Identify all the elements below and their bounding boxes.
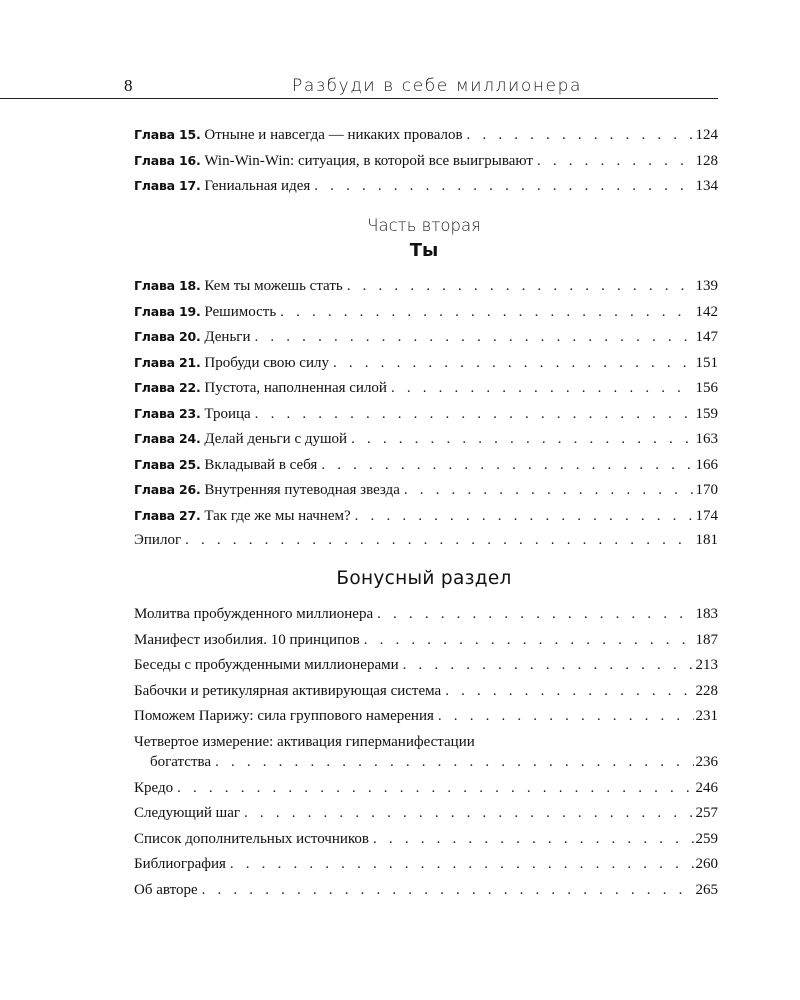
leader-dots <box>333 351 694 377</box>
page-ref: 128 <box>695 152 718 169</box>
toc-entry <box>134 827 718 853</box>
leader-dots <box>230 852 694 878</box>
toc-entry <box>134 628 718 654</box>
toc-entry <box>134 653 718 679</box>
leader-dots <box>314 174 693 200</box>
toc-entry <box>134 452 718 478</box>
entry-title-line2: богатства <box>150 752 215 772</box>
leader-dots <box>364 628 694 654</box>
page-number: 8 <box>124 76 133 95</box>
toc-entry <box>134 350 718 376</box>
toc-entry <box>134 602 718 628</box>
page-ref: 265 <box>695 881 718 898</box>
page-ref: 174 <box>695 507 718 524</box>
leader-dots <box>347 274 694 300</box>
leader-dots <box>355 504 694 530</box>
page-ref: 139 <box>695 278 718 294</box>
toc-entry <box>134 801 718 827</box>
toc-entry <box>134 173 718 199</box>
entry-title: Поможем Парижу: сила группового намерения <box>134 704 438 730</box>
entry-title: Манифест изобилия. 10 принципов <box>134 628 364 654</box>
page-ref: 163 <box>695 431 718 447</box>
chapter-title: Гениальная идея <box>204 178 311 194</box>
chapter-number: Глава 24. <box>134 431 201 446</box>
leader-dots <box>215 752 693 772</box>
chapter-title: Деньги <box>204 329 251 345</box>
chapter-title: Пробуди свою силу <box>204 354 329 371</box>
chapter-title: Вкладывай в себя <box>204 456 318 473</box>
toc-entry <box>134 375 718 401</box>
chapter-number: Глава 17. <box>134 178 201 193</box>
entry-title: Беседы с пробужденными миллионерами <box>134 653 403 679</box>
part-kicker: Часть вторая <box>367 216 481 235</box>
page-ref: 156 <box>695 380 718 396</box>
toc-entry-epilogue <box>134 528 718 554</box>
leader-dots <box>244 801 693 827</box>
chapter-number: Глава 26. <box>134 482 201 497</box>
entry-title: Список дополнительных источников <box>134 827 373 853</box>
chapter-number: Глава 15. <box>134 127 201 142</box>
toc-entry-multiline <box>134 732 718 774</box>
toc-entry <box>134 273 718 299</box>
toc-entry <box>134 401 718 427</box>
toc-entry <box>134 878 718 904</box>
page-ref: 181 <box>695 532 718 548</box>
toc-part1-tail <box>134 122 718 199</box>
chapter-title: Win-Win-Win: ситуация, в которой все выигрывают <box>204 152 533 169</box>
chapter-title: Эпилог <box>134 532 182 548</box>
page-ref: 183 <box>695 606 718 622</box>
leader-dots <box>255 402 694 428</box>
leader-dots <box>351 427 693 453</box>
page-ref: 260 <box>695 856 718 872</box>
leader-dots <box>177 776 693 802</box>
toc-entry <box>134 148 718 174</box>
chapter-number: Глава 16. <box>134 152 201 168</box>
running-title: Разбуди в себе миллионера <box>292 76 583 96</box>
page-ref: 151 <box>695 354 718 371</box>
leader-dots <box>185 528 693 554</box>
page-ref: 124 <box>695 127 718 143</box>
chapter-title: Троица <box>204 405 251 422</box>
chapter-number: Глава 21. <box>134 354 201 370</box>
chapter-title: Решимость <box>204 303 277 320</box>
leader-dots <box>377 602 693 628</box>
chapter-number: Глава 20. <box>134 329 201 344</box>
leader-dots <box>537 149 694 175</box>
toc-entry <box>134 122 718 148</box>
page-ref: 170 <box>695 482 718 498</box>
leader-dots <box>467 123 694 149</box>
toc-part2 <box>134 273 718 554</box>
chapter-title: Кем ты можешь стать <box>204 278 343 294</box>
page-ref: 142 <box>695 303 718 320</box>
chapter-number: Глава 18. <box>134 278 201 293</box>
page-ref: 213 <box>695 657 718 673</box>
toc-entry <box>134 477 718 503</box>
entry-title-line1: Четвертое измерение: активация гиперманифестации <box>134 733 475 750</box>
page-ref: 159 <box>695 405 718 422</box>
toc-entry <box>134 503 718 529</box>
leader-dots <box>404 478 694 504</box>
page-ref: 257 <box>695 805 718 821</box>
toc-entry <box>134 852 718 878</box>
leader-dots <box>445 679 693 705</box>
page-ref: 259 <box>695 830 718 847</box>
page-ref: 236 <box>695 753 718 770</box>
toc-entry <box>134 299 718 325</box>
leader-dots <box>403 653 694 679</box>
entry-title: Бабочки и ретикулярная активирующая система <box>134 679 445 705</box>
page-ref: 187 <box>695 631 718 648</box>
toc-entry <box>134 679 718 705</box>
toc-entry <box>134 704 718 730</box>
entry-title: Следующий шаг <box>134 801 244 827</box>
header-rule <box>0 98 718 99</box>
part-title: Ты <box>409 240 439 261</box>
entry-title: Библиография <box>134 852 230 878</box>
toc-entry <box>134 426 718 452</box>
entry-title: Молитва пробужденного миллионера <box>134 602 377 628</box>
leader-dots <box>321 453 693 479</box>
leader-dots <box>438 704 694 730</box>
leader-dots <box>373 827 693 853</box>
page-ref: 246 <box>695 779 718 796</box>
leader-dots <box>391 376 694 402</box>
chapter-title: Внутренняя путеводная звезда <box>204 482 400 498</box>
page-ref: 231 <box>695 708 718 724</box>
page-ref: 228 <box>695 682 718 699</box>
leader-dots <box>202 878 694 904</box>
page-ref: 147 <box>695 329 718 345</box>
chapter-number: Глава 22. <box>134 380 201 395</box>
toc-entry <box>134 324 718 350</box>
chapter-number: Глава 19. <box>134 303 201 319</box>
chapter-number: Глава 25. <box>134 456 201 472</box>
page-ref: 166 <box>695 456 718 473</box>
leader-dots <box>254 325 693 351</box>
toc-bonus <box>134 602 718 903</box>
chapter-title: Делай деньги с душой <box>204 431 348 447</box>
bonus-title: Бонусный раздел <box>336 568 512 589</box>
chapter-title: Отныне и навсегда — никаких провалов <box>204 127 463 143</box>
chapter-number: Глава 27. <box>134 507 201 523</box>
page-ref: 134 <box>695 178 718 194</box>
entry-title: Кредо <box>134 776 177 802</box>
toc-entry <box>134 776 718 802</box>
entry-title: Об авторе <box>134 878 202 904</box>
chapter-title: Пустота, наполненная силой <box>204 380 387 396</box>
chapter-number: Глава 23. <box>134 405 201 421</box>
leader-dots <box>280 300 693 326</box>
chapter-title: Так где же мы начнем? <box>204 507 351 524</box>
